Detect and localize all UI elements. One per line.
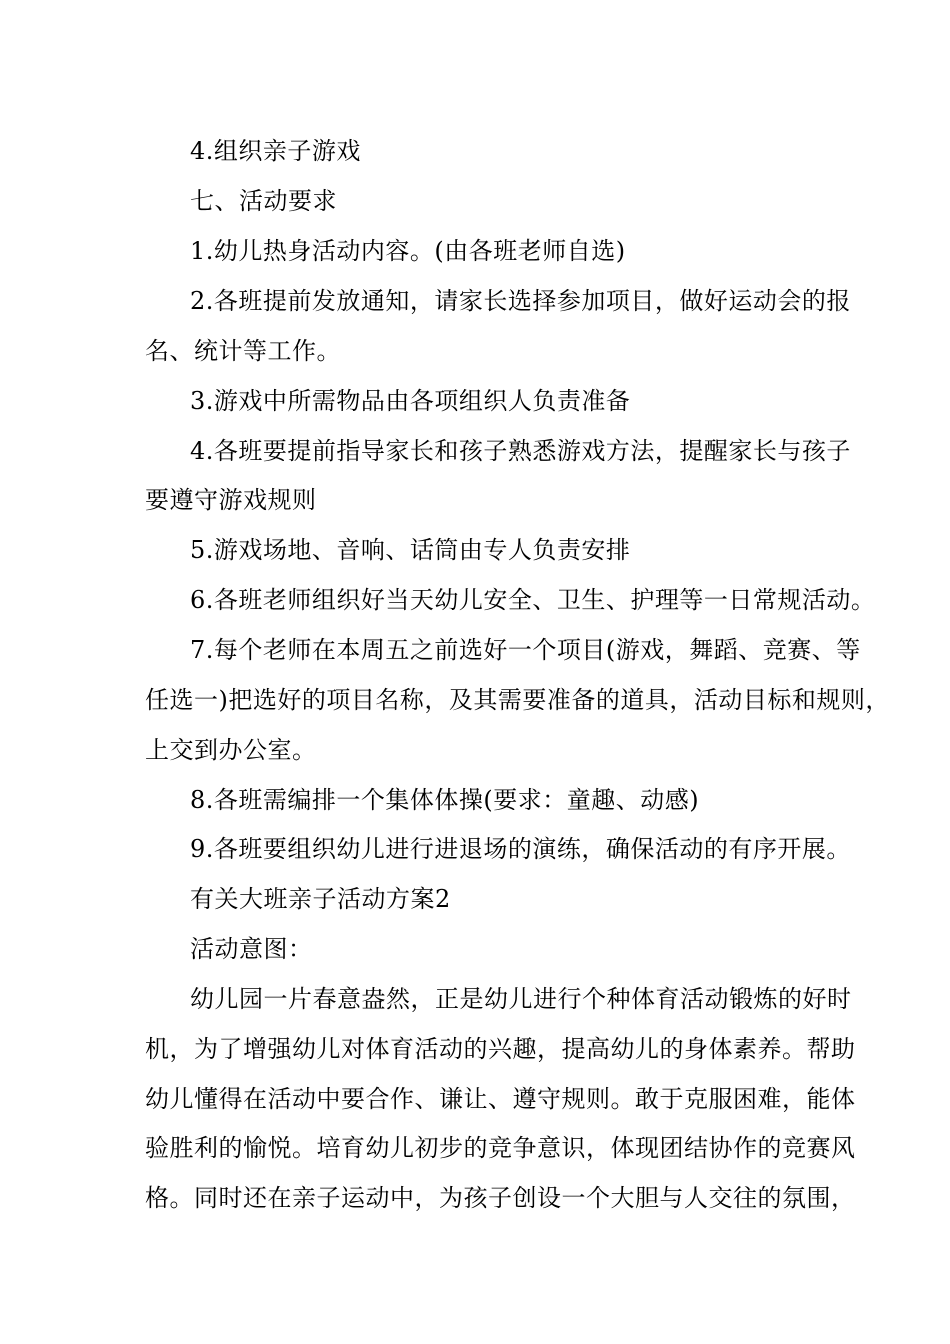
requirement-item-7-line-2: 任选一)把选好的项目名称，及其需要准备的道具，活动目标和规则， xyxy=(145,686,890,714)
requirement-item-5: 5.游戏场地、音响、话筒由专人负责安排 xyxy=(190,536,631,564)
intent-paragraph-line-5: 格。同时还在亲子运动中，为孩子创设一个大胆与人交往的氛围， xyxy=(145,1184,856,1212)
requirement-item-4-line-2: 要遵守游戏规则 xyxy=(145,486,317,514)
activity-intent-heading: 活动意图： xyxy=(190,935,313,963)
requirement-item-1: 1.幼儿热身活动内容。(由各班老师自选) xyxy=(190,237,626,265)
requirement-item-4-line-1: 4.各班要提前指导家长和孩子熟悉游戏方法，提醒家长与孩子 xyxy=(190,437,851,465)
intent-paragraph-line-3: 幼儿懂得在活动中要合作、谦让、遵守规则。敢于克服困难，能体 xyxy=(145,1085,856,1113)
plan-title-2: 有关大班亲子活动方案2 xyxy=(190,885,451,913)
intent-paragraph-line-4: 验胜利的愉悦。培育幼儿初步的竞争意识，体现团结协作的竞赛风 xyxy=(145,1134,856,1162)
requirement-item-6: 6.各班老师组织好当天幼儿安全、卫生、护理等一日常规活动。 xyxy=(190,586,876,614)
requirement-item-7-line-3: 上交到办公室。 xyxy=(145,736,317,764)
requirement-item-2-line-2: 名、统计等工作。 xyxy=(145,337,341,365)
requirement-item-8: 8.各班需编排一个集体体操(要求：童趣、动感) xyxy=(190,786,700,814)
requirement-item-3: 3.游戏中所需物品由各项组织人负责准备 xyxy=(190,387,631,415)
requirement-item-7-line-1: 7.每个老师在本周五之前选好一个项目(游戏，舞蹈、竞赛、等 xyxy=(190,636,861,664)
list-item-organize-parent-child-games: 4.组织亲子游戏 xyxy=(190,137,361,165)
requirement-item-2-line-1: 2.各班提前发放通知，请家长选择参加项目，做好运动会的报 xyxy=(190,287,851,315)
intent-paragraph-line-2: 机，为了增强幼儿对体育活动的兴趣，提高幼儿的身体素养。帮助 xyxy=(145,1035,856,1063)
intent-paragraph-line-1: 幼儿园一片春意盎然，正是幼儿进行个种体育活动锻炼的好时 xyxy=(190,985,852,1013)
section-heading-activity-requirements: 七、活动要求 xyxy=(190,187,337,215)
requirement-item-9: 9.各班要组织幼儿进行进退场的演练，确保活动的有序开展。 xyxy=(190,835,851,863)
